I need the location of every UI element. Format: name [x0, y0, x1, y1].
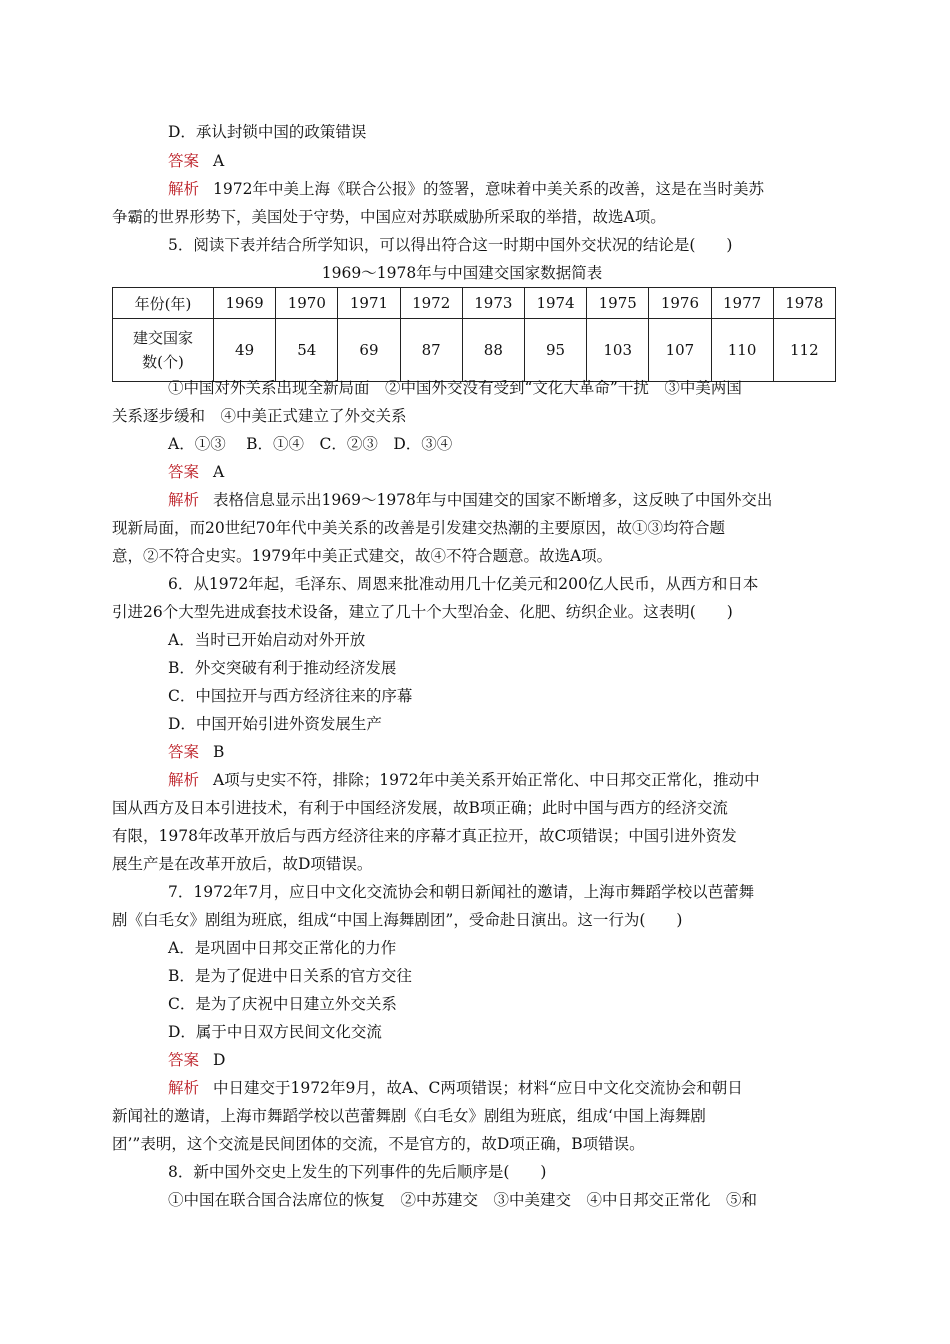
table-row: [113, 319, 836, 382]
count-cell: 69: [338, 319, 400, 382]
question-8: 8．新中国外交史上发生的下列事件的先后顺序是( ): [168, 1163, 547, 1181]
year-cell: 1971: [338, 288, 400, 319]
analysis-line: [168, 770, 760, 790]
count-cell: 112: [773, 319, 835, 382]
answer-value: A: [213, 152, 225, 170]
row-label-line: 数(个): [142, 353, 184, 371]
option-d: D．中国开始引进外资发展生产: [168, 715, 382, 733]
analysis-cont: 展生产是在改革开放后，故D项错误。: [112, 855, 373, 873]
year-cell: 1969: [214, 288, 276, 319]
count-cell: 103: [587, 319, 649, 382]
analysis-tag: 解析: [168, 1079, 200, 1097]
analysis-cont: 新闻社的邀请，上海市舞蹈学校以芭蕾舞剧《白毛女》剧组为班底，组成‘中国上海舞剧: [112, 1107, 706, 1125]
answer-value: D: [213, 1051, 226, 1069]
analysis-line: [168, 490, 772, 510]
option-a: A．是巩固中日邦交正常化的力作: [168, 939, 397, 957]
analysis-cont: 国从西方及日本引进技术，有利于中国经济发展，故B项正确；此时中国与西方的经济交流: [112, 799, 728, 817]
analysis-cont: 争霸的世界形势下，美国处于守势，中国应对苏联威胁所采取的举措，故选A项。: [112, 208, 666, 226]
year-cell: 1973: [462, 288, 524, 319]
row-label-cell: [113, 319, 214, 382]
analysis-text: 中日建交于1972年9月，故A、C两项错误；材料“应日中文化交流协会和朝日: [213, 1079, 743, 1097]
question-5: 5．阅读下表并结合所学知识，可以得出符合这一时期中国外交状况的结论是( ): [168, 236, 733, 254]
analysis-cont: 现新局面，而20世纪70年代中美关系的改善是引发建交热潮的主要原因，故①③均符合题: [112, 519, 725, 537]
analysis-cont: 有限，1978年改革开放后与西方经济往来的序幕才真正拉开，故C项错误；中国引进外资发: [112, 827, 737, 845]
analysis-tag: 解析: [168, 180, 200, 198]
row-label-line: 建交国家: [132, 329, 193, 347]
year-cell: 1972: [400, 288, 462, 319]
answer-tag: 答案: [168, 743, 200, 761]
options-5: A．①③ B．①④ C．②③ D．③④: [168, 435, 453, 453]
analysis-cont: 意，②不符合史实。1979年中美正式建交，故④不符合题意。故选A项。: [112, 547, 613, 565]
analysis-cont: 团’”表明，这个交流是民间团体的交流，不是官方的，故D项正确，B项错误。: [112, 1135, 645, 1153]
count-cell: 87: [400, 319, 462, 382]
option-d: D．属于中日双方民间文化交流: [168, 1023, 382, 1041]
analysis-tag: 解析: [168, 491, 200, 509]
option-a: A．当时已开始启动对外开放: [168, 631, 366, 649]
analysis-text: 1972年中美上海《联合公报》的签署，意味着中美关系的改善，这是在当时美苏: [213, 180, 764, 198]
year-cell: 1974: [524, 288, 586, 319]
answer-value: B: [213, 743, 225, 761]
year-cell: 1975: [587, 288, 649, 319]
option-b: B．是为了促进中日关系的官方交往: [168, 967, 412, 985]
answer-line: [168, 1050, 225, 1070]
analysis-line: [168, 179, 764, 199]
question-6-cont: 引进26个大型先进成套技术设备，建立了几十个大型冶金、化肥、纺织企业。这表明( ): [112, 603, 733, 621]
option-c: C．中国拉开与西方经济往来的序幕: [168, 687, 413, 705]
answer-line: [168, 151, 224, 171]
year-cell: 1977: [711, 288, 773, 319]
table-row: [113, 288, 836, 319]
question-7-cont: 剧《白毛女》剧组为班底，组成“中国上海舞剧团”，受命赴日演出。这一行为( ): [112, 911, 683, 929]
analysis-line: [168, 1078, 743, 1098]
option-b: B．外交突破有利于推动经济发展: [168, 659, 397, 677]
count-cell: 110: [711, 319, 773, 382]
answer-tag: 答案: [168, 152, 200, 170]
option-d: D．承认封锁中国的政策错误: [168, 123, 367, 141]
header-cell: 年份(年): [113, 288, 214, 319]
count-cell: 95: [524, 319, 586, 382]
question-8-items: ①中国在联合国合法席位的恢复 ②中苏建交 ③中美建交 ④中日邦交正常化 ⑤和: [168, 1191, 758, 1209]
year-cell: 1970: [276, 288, 338, 319]
answer-value: A: [213, 463, 225, 481]
answer-line: [168, 742, 224, 762]
answer-line: [168, 462, 224, 482]
count-cell: 88: [462, 319, 524, 382]
analysis-text: 表格信息显示出1969～1978年与中国建交的国家不断增多，这反映了中国外交出: [213, 491, 773, 509]
question-7: 7．1972年7月，应日中文化交流协会和朝日新闻社的邀请，上海市舞蹈学校以芭蕾舞: [168, 883, 755, 901]
statements: ①中国对外关系出现全新局面 ②中国外交没有受到“文化大革命”干扰 ③中美两国: [168, 379, 742, 397]
option-c: C．是为了庆祝中日建立外交关系: [168, 995, 397, 1013]
count-cell: 49: [214, 319, 276, 382]
analysis-tag: 解析: [168, 771, 200, 789]
table-caption: 1969～1978年与中国建交国家数据简表: [321, 264, 603, 282]
count-cell: 107: [649, 319, 711, 382]
statements-cont: 关系逐步缓和 ④中美正式建立了外交关系: [112, 407, 407, 425]
count-cell: 54: [276, 319, 338, 382]
data-table: [112, 287, 836, 382]
answer-tag: 答案: [168, 1051, 200, 1069]
question-6: 6．从1972年起，毛泽东、周恩来批准动用几十亿美元和200亿人民币，从西方和日本: [168, 575, 759, 593]
year-cell: 1976: [649, 288, 711, 319]
analysis-text: A项与史实不符，排除；1972年中美关系开始正常化、中日邦交正常化，推动中: [213, 771, 760, 789]
year-cell: 1978: [773, 288, 835, 319]
answer-tag: 答案: [168, 463, 200, 481]
